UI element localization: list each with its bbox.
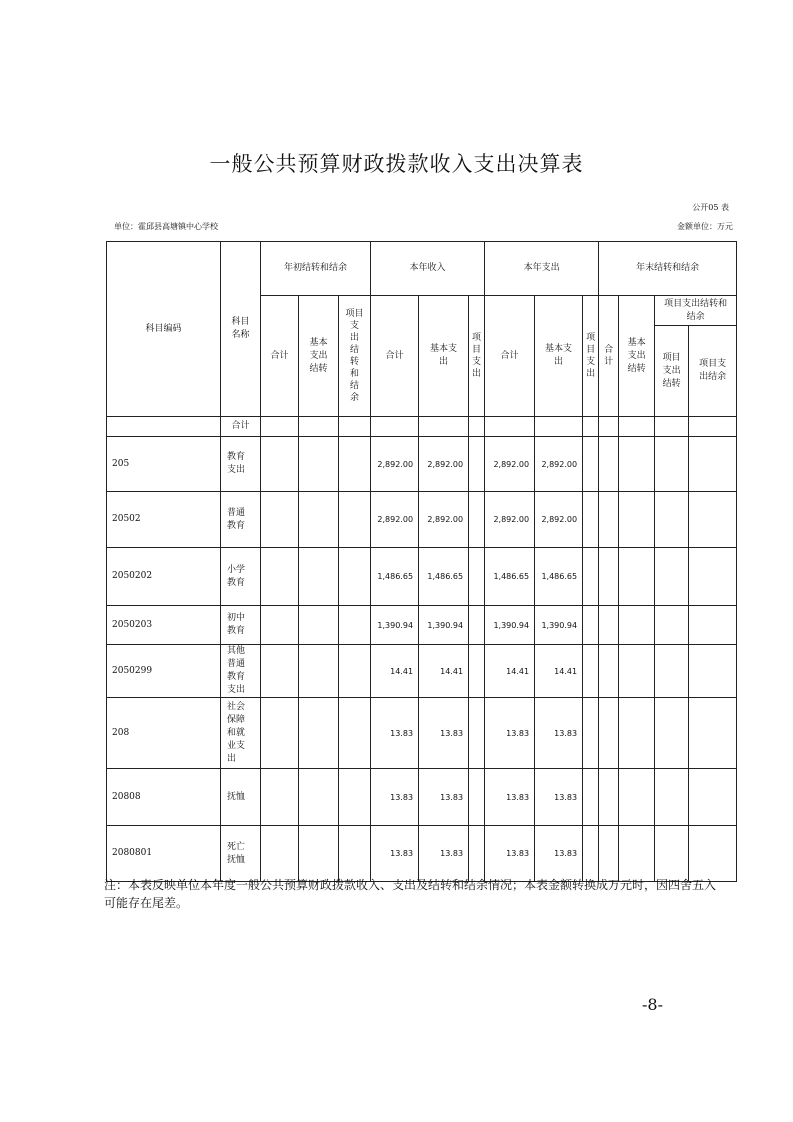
header-expense-project: 项 目 支 出 xyxy=(583,296,599,417)
begin-cell xyxy=(339,492,371,548)
page-title: 一般公共预算财政拨款收入支出决算表 xyxy=(209,152,584,176)
begin-cell xyxy=(261,548,299,606)
table-row xyxy=(107,826,737,882)
page-number: -8- xyxy=(642,995,663,1014)
income-project-cell xyxy=(469,606,485,645)
expense-total-cell: 2,892.00 xyxy=(485,492,535,548)
income-total-cell: 14.41 xyxy=(371,645,419,698)
end-cell xyxy=(655,645,689,698)
end-cell xyxy=(619,437,655,492)
begin-cell xyxy=(339,606,371,645)
income-basic-cell: 2,892.00 xyxy=(419,437,469,492)
row-name-cell: 小学 教育 xyxy=(221,548,261,606)
expense-project-cell xyxy=(583,606,599,645)
expense-project-cell xyxy=(583,698,599,769)
expense-basic-cell: 1,390.94 xyxy=(535,606,583,645)
expense-total-cell: 1,390.94 xyxy=(485,606,535,645)
income-project-cell xyxy=(469,492,485,548)
begin-cell xyxy=(299,698,339,769)
begin-cell xyxy=(299,645,339,698)
header-expense: 本年支出 xyxy=(485,242,599,296)
begin-cell xyxy=(339,698,371,769)
begin-cell xyxy=(261,606,299,645)
income-total-cell: 2,892.00 xyxy=(371,492,419,548)
header-end-project-group: 项目支出结转和 结余 xyxy=(655,296,737,326)
income-project-cell xyxy=(469,548,485,606)
expense-total-cell: 2,892.00 xyxy=(485,437,535,492)
total-label-cell: 合计 xyxy=(221,417,261,437)
row-code-cell: 2050299 xyxy=(107,645,221,698)
expense-total-cell: 13.83 xyxy=(485,769,535,826)
begin-cell xyxy=(339,437,371,492)
income-total-cell: 1,486.65 xyxy=(371,548,419,606)
row-code-cell: 208 xyxy=(107,698,221,769)
end-cell xyxy=(619,492,655,548)
header-end: 年末结转和结余 xyxy=(599,242,737,296)
begin-cell xyxy=(299,437,339,492)
income-project-cell xyxy=(469,698,485,769)
row-code-cell: 205 xyxy=(107,437,221,492)
expense-basic-cell: 2,892.00 xyxy=(535,492,583,548)
expense-basic-cell: 2,892.00 xyxy=(535,437,583,492)
end-cell xyxy=(599,548,619,606)
income-basic-cell: 14.41 xyxy=(419,645,469,698)
budget-table xyxy=(106,241,737,882)
total-code-cell xyxy=(107,417,221,437)
income-total-cell: 1,390.94 xyxy=(371,606,419,645)
end-cell xyxy=(619,645,655,698)
row-name-cell: 初中 教育 xyxy=(221,606,261,645)
table-row xyxy=(107,698,737,769)
income-basic-cell: 13.83 xyxy=(419,769,469,826)
table-row xyxy=(107,769,737,826)
end-cell xyxy=(619,606,655,645)
begin-cell xyxy=(261,492,299,548)
row-code-cell: 2080801 xyxy=(107,826,221,882)
expense-total-cell: 1,486.65 xyxy=(485,548,535,606)
begin-cell xyxy=(299,826,339,882)
expense-total-cell: 14.41 xyxy=(485,645,535,698)
end-cell xyxy=(655,606,689,645)
row-name-cell: 教育 支出 xyxy=(221,437,261,492)
end-cell xyxy=(655,698,689,769)
end-cell xyxy=(655,492,689,548)
table-row xyxy=(107,606,737,645)
begin-cell xyxy=(261,437,299,492)
end-cell xyxy=(655,826,689,882)
table-row xyxy=(107,645,737,698)
end-cell xyxy=(689,606,737,645)
table-row xyxy=(107,492,737,548)
end-cell xyxy=(599,606,619,645)
end-cell xyxy=(655,769,689,826)
income-project-cell xyxy=(469,645,485,698)
income-project-cell xyxy=(469,437,485,492)
table-note: 注：本表反映单位本年度一般公共预算财政拨款收入、支出及结转和结余情况；本表金额转换成万元时，因四舍五入可能存在尾差。 xyxy=(104,878,717,910)
row-code-cell: 2050202 xyxy=(107,548,221,606)
end-cell xyxy=(599,437,619,492)
header-income-project: 项 目 支 出 xyxy=(469,296,485,417)
end-cell xyxy=(619,698,655,769)
header-begin-basic: 基本 支出 结转 xyxy=(299,296,339,417)
header-end-project-carry: 项目 支出 结转 xyxy=(655,326,689,417)
begin-cell xyxy=(339,645,371,698)
income-project-cell xyxy=(469,769,485,826)
header-end-total: 合 计 xyxy=(599,296,619,417)
income-basic-cell: 2,892.00 xyxy=(419,492,469,548)
begin-cell xyxy=(299,492,339,548)
expense-total-cell: 13.83 xyxy=(485,826,535,882)
header-end-project-balance: 项目支 出结余 xyxy=(689,326,737,417)
end-cell xyxy=(689,698,737,769)
end-cell xyxy=(599,645,619,698)
expense-basic-cell: 1,486.65 xyxy=(535,548,583,606)
end-cell xyxy=(619,826,655,882)
expense-basic-cell: 13.83 xyxy=(535,769,583,826)
end-cell xyxy=(655,437,689,492)
header-begin: 年初结转和结余 xyxy=(261,242,371,296)
expense-project-cell xyxy=(583,645,599,698)
income-basic-cell: 13.83 xyxy=(419,698,469,769)
expense-total-cell: 13.83 xyxy=(485,698,535,769)
end-cell xyxy=(689,645,737,698)
begin-cell xyxy=(261,645,299,698)
expense-basic-cell: 14.41 xyxy=(535,645,583,698)
expense-project-cell xyxy=(583,769,599,826)
end-cell xyxy=(599,698,619,769)
begin-cell xyxy=(261,769,299,826)
header-name: 科目 名称 xyxy=(221,242,261,417)
header-income-basic: 基本支 出 xyxy=(419,296,469,417)
end-cell xyxy=(689,769,737,826)
end-cell xyxy=(619,769,655,826)
header-begin-total: 合计 xyxy=(261,296,299,417)
table-row xyxy=(107,437,737,492)
unit-organization: 单位：霍邱县高塘镇中心学校 xyxy=(114,222,218,231)
expense-basic-cell: 13.83 xyxy=(535,698,583,769)
header-expense-total: 合计 xyxy=(485,296,535,417)
income-total-cell: 2,892.00 xyxy=(371,437,419,492)
end-cell xyxy=(599,492,619,548)
form-number: 公开05 表 xyxy=(692,203,729,212)
begin-cell xyxy=(299,548,339,606)
row-code-cell: 20502 xyxy=(107,492,221,548)
table-row xyxy=(107,548,737,606)
end-cell xyxy=(655,548,689,606)
begin-cell xyxy=(261,826,299,882)
expense-project-cell xyxy=(583,548,599,606)
end-cell xyxy=(689,826,737,882)
income-basic-cell: 1,486.65 xyxy=(419,548,469,606)
income-basic-cell: 1,390.94 xyxy=(419,606,469,645)
total-row xyxy=(107,417,737,437)
end-cell xyxy=(689,437,737,492)
begin-cell xyxy=(339,826,371,882)
end-cell xyxy=(689,492,737,548)
amount-unit: 金额单位：万元 xyxy=(677,222,733,231)
row-name-cell: 社会 保障 和就 业支 出 xyxy=(221,698,261,769)
income-total-cell: 13.83 xyxy=(371,769,419,826)
header-expense-basic: 基本支 出 xyxy=(535,296,583,417)
header-end-basic: 基本 支出 结转 xyxy=(619,296,655,417)
row-code-cell: 2050203 xyxy=(107,606,221,645)
header-income-total: 合计 xyxy=(371,296,419,417)
end-cell xyxy=(689,548,737,606)
income-project-cell xyxy=(469,826,485,882)
row-code-cell: 20808 xyxy=(107,769,221,826)
begin-cell xyxy=(299,606,339,645)
end-cell xyxy=(599,826,619,882)
expense-project-cell xyxy=(583,492,599,548)
begin-cell xyxy=(339,548,371,606)
row-name-cell: 死亡 抚恤 xyxy=(221,826,261,882)
header-begin-project: 项目 支 出 结 转 和 结 余 xyxy=(339,296,371,417)
end-cell xyxy=(599,769,619,826)
row-name-cell: 抚恤 xyxy=(221,769,261,826)
row-name-cell: 普通 教育 xyxy=(221,492,261,548)
header-code: 科目编码 xyxy=(107,242,221,417)
expense-project-cell xyxy=(583,437,599,492)
begin-cell xyxy=(299,769,339,826)
end-cell xyxy=(619,548,655,606)
expense-project-cell xyxy=(583,826,599,882)
income-total-cell: 13.83 xyxy=(371,826,419,882)
expense-basic-cell: 13.83 xyxy=(535,826,583,882)
income-total-cell: 13.83 xyxy=(371,698,419,769)
income-basic-cell: 13.83 xyxy=(419,826,469,882)
begin-cell xyxy=(339,769,371,826)
row-name-cell: 其他 普通 教育 支出 xyxy=(221,645,261,698)
header-income: 本年收入 xyxy=(371,242,485,296)
begin-cell xyxy=(261,698,299,769)
